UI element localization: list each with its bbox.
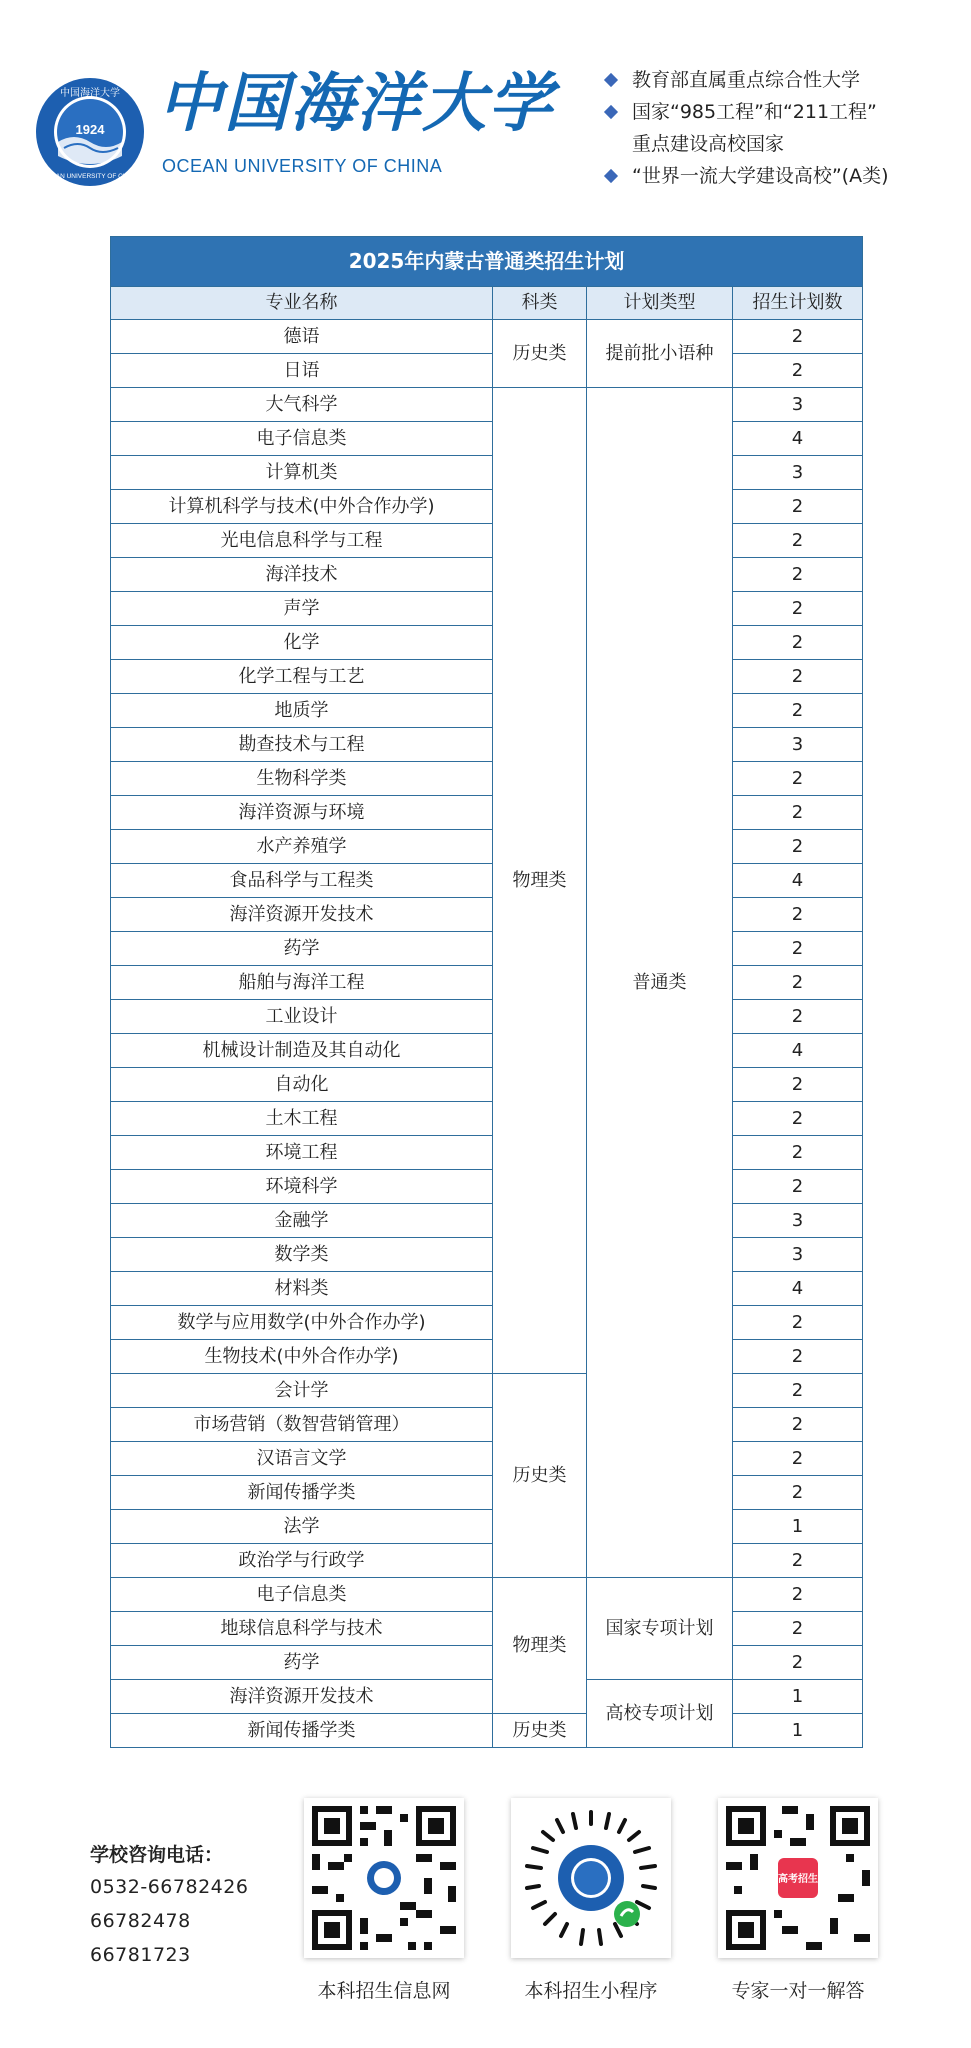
major-cell: 计算机类 xyxy=(111,456,493,490)
count-cell: 2 xyxy=(733,1000,863,1034)
feature-item xyxy=(602,64,962,96)
major-cell: 大气科学 xyxy=(111,388,493,422)
table-row xyxy=(111,1578,863,1612)
seal-en-ring: OCEAN UNIVERSITY OF CHINA xyxy=(41,173,139,180)
major-cell: 海洋资源与环境 xyxy=(111,796,493,830)
count-cell: 3 xyxy=(733,1204,863,1238)
diamond-bullet-icon xyxy=(604,105,618,119)
major-cell: 药学 xyxy=(111,932,493,966)
major-cell: 药学 xyxy=(111,1646,493,1680)
count-cell: 1 xyxy=(733,1680,863,1714)
major-cell: 光电信息科学与工程 xyxy=(111,524,493,558)
table-row xyxy=(111,1544,863,1578)
enrollment-plan-table xyxy=(110,236,863,1748)
major-cell: 新闻传播学类 xyxy=(111,1714,493,1748)
table-row xyxy=(111,1408,863,1442)
count-cell: 2 xyxy=(733,320,863,354)
table-row xyxy=(111,898,863,932)
count-cell: 2 xyxy=(733,1646,863,1680)
subject-cell: 物理类 xyxy=(493,388,587,1374)
major-cell: 食品科学与工程类 xyxy=(111,864,493,898)
table-row xyxy=(111,1204,863,1238)
major-cell: 地质学 xyxy=(111,694,493,728)
major-cell: 汉语言文学 xyxy=(111,1442,493,1476)
table-row xyxy=(111,592,863,626)
plan-type-cell: 普通类 xyxy=(587,388,733,1578)
major-cell: 水产养殖学 xyxy=(111,830,493,864)
major-cell: 化学工程与工艺 xyxy=(111,660,493,694)
table-row xyxy=(111,1000,863,1034)
count-cell: 2 xyxy=(733,490,863,524)
subject-cell: 历史类 xyxy=(493,320,587,388)
count-cell: 4 xyxy=(733,864,863,898)
major-cell: 会计学 xyxy=(111,1374,493,1408)
table-row xyxy=(111,1714,863,1748)
major-cell: 材料类 xyxy=(111,1272,493,1306)
university-name-cn: 中国海洋大学 xyxy=(158,66,554,141)
table-row xyxy=(111,1068,863,1102)
count-cell: 2 xyxy=(733,1102,863,1136)
major-cell: 勘查技术与工程 xyxy=(111,728,493,762)
table-row xyxy=(111,830,863,864)
phone-number[interactable]: 66782478 xyxy=(90,1910,191,1932)
major-cell: 金融学 xyxy=(111,1204,493,1238)
major-cell: 土木工程 xyxy=(111,1102,493,1136)
column-header-count: 招生计划数 xyxy=(733,287,863,320)
major-cell: 化学 xyxy=(111,626,493,660)
table-row xyxy=(111,932,863,966)
count-cell: 2 xyxy=(733,830,863,864)
major-cell: 自动化 xyxy=(111,1068,493,1102)
feature-text: “世界一流大学建设高校”(A类) xyxy=(632,165,889,187)
subject-cell: 历史类 xyxy=(493,1374,587,1578)
major-cell: 生物科学类 xyxy=(111,762,493,796)
count-cell: 4 xyxy=(733,1272,863,1306)
table-row xyxy=(111,354,863,388)
table-row xyxy=(111,626,863,660)
count-cell: 2 xyxy=(733,796,863,830)
count-cell: 2 xyxy=(733,1374,863,1408)
major-cell: 电子信息类 xyxy=(111,422,493,456)
qr-code-icon xyxy=(304,1798,464,1958)
count-cell: 4 xyxy=(733,422,863,456)
table-row xyxy=(111,660,863,694)
qr-label: 本科招生信息网 xyxy=(317,1980,451,2002)
major-cell: 声学 xyxy=(111,592,493,626)
major-cell: 海洋技术 xyxy=(111,558,493,592)
feature-text: 国家“985工程”和“211工程” xyxy=(632,101,877,123)
major-cell: 生物技术(中外合作办学) xyxy=(111,1340,493,1374)
count-cell: 2 xyxy=(733,966,863,1000)
table-row xyxy=(111,966,863,1000)
major-cell: 德语 xyxy=(111,320,493,354)
table-row xyxy=(111,456,863,490)
major-cell: 日语 xyxy=(111,354,493,388)
major-cell: 市场营销（数智营销管理） xyxy=(111,1408,493,1442)
seal-cn-ring: 中国海洋大学 xyxy=(60,88,120,99)
count-cell: 2 xyxy=(733,558,863,592)
table-row xyxy=(111,728,863,762)
table-row xyxy=(111,864,863,898)
count-cell: 4 xyxy=(733,1034,863,1068)
subject-cell: 历史类 xyxy=(493,1714,587,1748)
major-cell: 海洋资源开发技术 xyxy=(111,1680,493,1714)
mini-program-code-icon xyxy=(511,1798,671,1958)
major-cell: 机械设计制造及其自动化 xyxy=(111,1034,493,1068)
feature-item xyxy=(602,160,962,192)
major-cell: 海洋资源开发技术 xyxy=(111,898,493,932)
university-name-en: OCEAN UNIVERSITY OF CHINA xyxy=(162,156,443,176)
count-cell: 2 xyxy=(733,898,863,932)
page-footer xyxy=(0,1780,971,2040)
qr-code-mini-program[interactable] xyxy=(511,1798,671,1958)
table-row xyxy=(111,694,863,728)
table-row xyxy=(111,1272,863,1306)
qr-label: 本科招生小程序 xyxy=(524,1980,658,2002)
count-cell: 2 xyxy=(733,1068,863,1102)
major-cell: 工业设计 xyxy=(111,1000,493,1034)
major-cell: 数学类 xyxy=(111,1238,493,1272)
count-cell: 2 xyxy=(733,762,863,796)
count-cell: 2 xyxy=(733,1442,863,1476)
count-cell: 2 xyxy=(733,1612,863,1646)
table-row xyxy=(111,558,863,592)
table-row xyxy=(111,490,863,524)
table-row xyxy=(111,388,863,422)
qr-code-consult[interactable] xyxy=(718,1798,878,1958)
count-cell: 1 xyxy=(733,1714,863,1748)
table-row xyxy=(111,1136,863,1170)
university-seal-icon xyxy=(34,76,146,188)
qr-code-icon xyxy=(718,1798,878,1958)
page-header xyxy=(0,0,971,200)
major-cell: 地球信息科学与技术 xyxy=(111,1612,493,1646)
count-cell: 2 xyxy=(733,524,863,558)
plan-type-cell: 提前批小语种 xyxy=(587,320,733,388)
count-cell: 2 xyxy=(733,1544,863,1578)
plan-type-cell: 国家专项计划 xyxy=(587,1578,733,1680)
major-cell: 计算机科学与技术(中外合作办学) xyxy=(111,490,493,524)
seal-year: 1924 xyxy=(75,122,105,137)
table-row xyxy=(111,1680,863,1714)
feature-item xyxy=(602,96,962,160)
count-cell: 3 xyxy=(733,728,863,762)
major-cell: 政治学与行政学 xyxy=(111,1544,493,1578)
diamond-bullet-icon xyxy=(604,73,618,87)
table-row xyxy=(111,1510,863,1544)
diamond-bullet-icon xyxy=(604,169,618,183)
count-cell: 2 xyxy=(733,1476,863,1510)
table-row xyxy=(111,1034,863,1068)
table-row xyxy=(111,1476,863,1510)
column-header-major: 专业名称 xyxy=(111,287,493,320)
count-cell: 2 xyxy=(733,1408,863,1442)
count-cell: 3 xyxy=(733,388,863,422)
table-row xyxy=(111,796,863,830)
count-cell: 2 xyxy=(733,932,863,966)
table-row xyxy=(111,1374,863,1408)
qr-label: 专家一对一解答 xyxy=(731,1980,865,2002)
feature-list xyxy=(602,64,962,192)
table-row xyxy=(111,422,863,456)
qr-badge-text: 高考招生 xyxy=(778,1874,818,1885)
table-row xyxy=(111,1340,863,1374)
table-row xyxy=(111,1102,863,1136)
count-cell: 2 xyxy=(733,694,863,728)
phone-number[interactable]: 66781723 xyxy=(90,1944,191,1966)
count-cell: 2 xyxy=(733,1170,863,1204)
plan-type-cell: 高校专项计划 xyxy=(587,1680,733,1748)
table-title: 2025年内蒙古普通类招生计划 xyxy=(111,237,863,287)
major-cell: 数学与应用数学(中外合作办学) xyxy=(111,1306,493,1340)
major-cell: 新闻传播学类 xyxy=(111,1476,493,1510)
count-cell: 2 xyxy=(733,1136,863,1170)
column-header-subject: 科类 xyxy=(493,287,587,320)
feature-text-continued: 重点建设高校国家 xyxy=(632,133,785,155)
count-cell: 3 xyxy=(733,456,863,490)
table-row xyxy=(111,1306,863,1340)
count-cell: 2 xyxy=(733,592,863,626)
column-header-plan-type: 计划类型 xyxy=(587,287,733,320)
table-row xyxy=(111,762,863,796)
phone-number[interactable]: 0532-66782426 xyxy=(90,1876,249,1898)
major-cell: 环境工程 xyxy=(111,1136,493,1170)
table-row xyxy=(111,524,863,558)
count-cell: 2 xyxy=(733,660,863,694)
count-cell: 2 xyxy=(733,1340,863,1374)
table-row xyxy=(111,1612,863,1646)
feature-text: 教育部直属重点综合性大学 xyxy=(632,69,861,91)
table-row xyxy=(111,1238,863,1272)
count-cell: 2 xyxy=(733,626,863,660)
count-cell: 1 xyxy=(733,1510,863,1544)
count-cell: 2 xyxy=(733,354,863,388)
phone-title: 学校咨询电话： xyxy=(90,1844,224,1866)
table-row xyxy=(111,320,863,354)
major-cell: 电子信息类 xyxy=(111,1578,493,1612)
table-row xyxy=(111,1442,863,1476)
count-cell: 2 xyxy=(733,1578,863,1612)
subject-cell: 物理类 xyxy=(493,1578,587,1714)
qr-code-website[interactable] xyxy=(304,1798,464,1958)
count-cell: 2 xyxy=(733,1306,863,1340)
major-cell: 法学 xyxy=(111,1510,493,1544)
count-cell: 3 xyxy=(733,1238,863,1272)
major-cell: 环境科学 xyxy=(111,1170,493,1204)
table-row xyxy=(111,1170,863,1204)
table-row xyxy=(111,1646,863,1680)
major-cell: 船舶与海洋工程 xyxy=(111,966,493,1000)
